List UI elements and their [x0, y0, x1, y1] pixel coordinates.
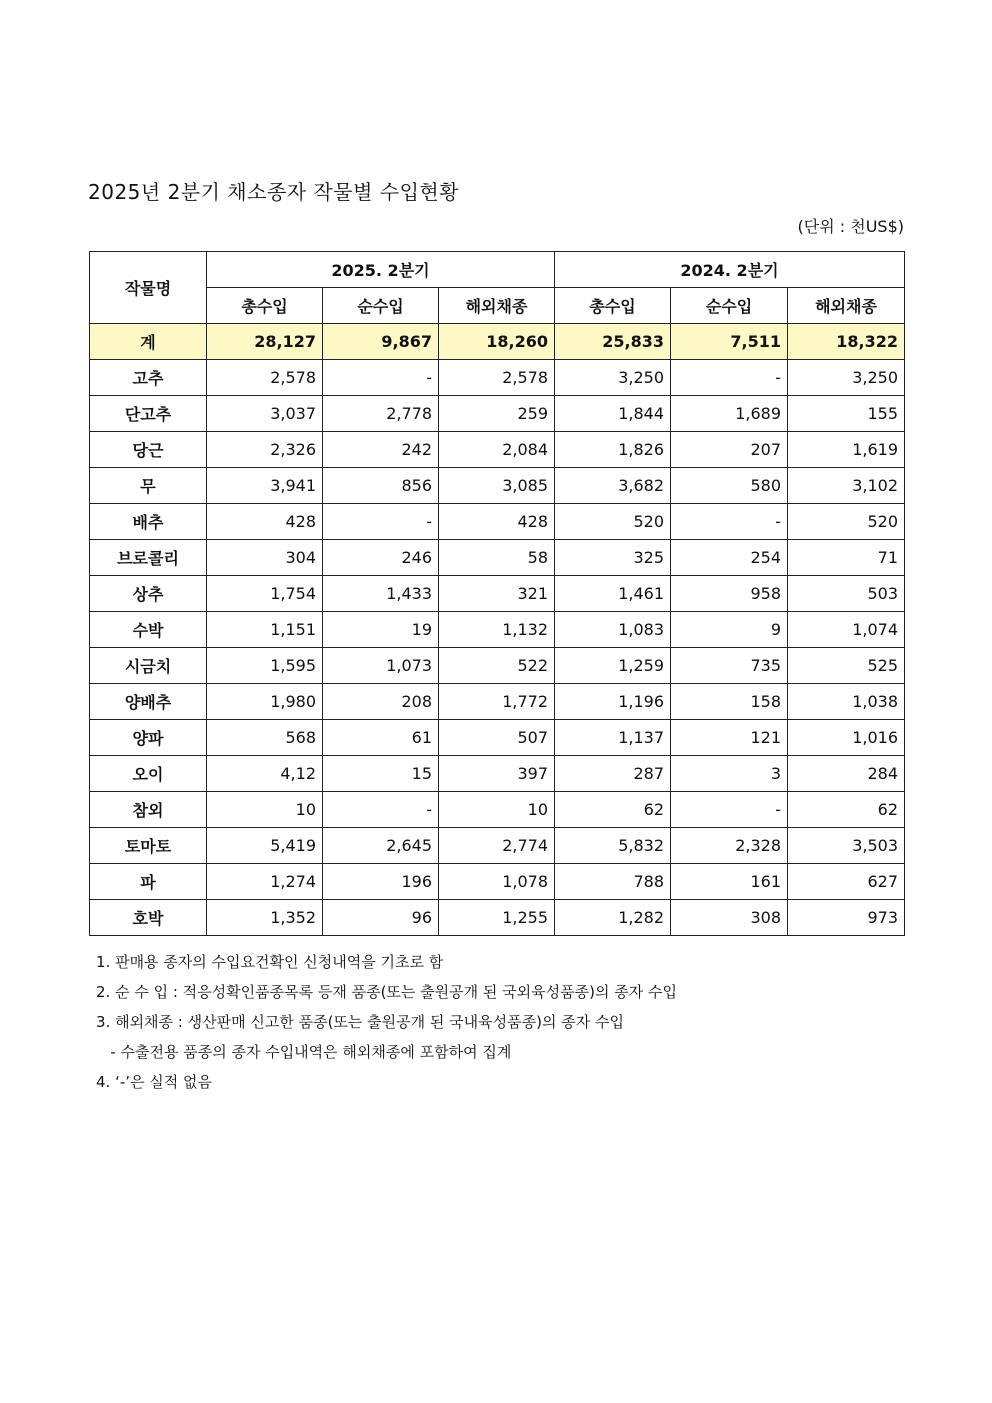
value-cell: 96	[323, 900, 439, 936]
value-cell: 2,778	[323, 396, 439, 432]
value-cell: 158	[671, 684, 788, 720]
crop-name-cell: 토마토	[90, 828, 207, 864]
footnote: 3. 해외채종 : 생산판매 신고한 품종(또는 출원공개 된 국내육성품종)의 종자 수입	[96, 1013, 624, 1031]
value-cell: 788	[555, 864, 671, 900]
crop-name-cell: 브로콜리	[90, 540, 207, 576]
table-row	[90, 396, 905, 432]
value-cell: 4,12	[207, 756, 323, 792]
value-cell: 321	[439, 576, 555, 612]
subheader-net: 순수입	[671, 288, 788, 324]
subheader-total: 총수입	[555, 288, 671, 324]
table-row	[90, 900, 905, 936]
crop-name-cell: 고추	[90, 360, 207, 396]
total-row	[90, 324, 905, 360]
value-cell: 1,595	[207, 648, 323, 684]
value-cell: 62	[788, 792, 905, 828]
crop-name-cell: 무	[90, 468, 207, 504]
table-row	[90, 756, 905, 792]
value-cell: 10	[439, 792, 555, 828]
value-cell: 196	[323, 864, 439, 900]
period-2025-header: 2025. 2분기	[207, 252, 555, 288]
value-cell: 7,511	[671, 324, 788, 360]
value-cell: 1,689	[671, 396, 788, 432]
value-cell: 284	[788, 756, 905, 792]
value-cell: 1,619	[788, 432, 905, 468]
value-cell: -	[671, 360, 788, 396]
value-cell: 259	[439, 396, 555, 432]
value-cell: 1,980	[207, 684, 323, 720]
value-cell: 958	[671, 576, 788, 612]
table-row	[90, 612, 905, 648]
value-cell: 1,083	[555, 612, 671, 648]
value-cell: 520	[788, 504, 905, 540]
crop-name-cell: 상추	[90, 576, 207, 612]
value-cell: 5,419	[207, 828, 323, 864]
value-cell: 325	[555, 540, 671, 576]
value-cell: 3,250	[555, 360, 671, 396]
crop-name-header: 작물명	[90, 252, 207, 324]
value-cell: 428	[439, 504, 555, 540]
value-cell: 1,282	[555, 900, 671, 936]
subheader-overseas: 해외채종	[439, 288, 555, 324]
value-cell: 1,259	[555, 648, 671, 684]
table-row	[90, 360, 905, 396]
crop-name-cell: 양배추	[90, 684, 207, 720]
subheader-overseas: 해외채종	[788, 288, 905, 324]
value-cell: -	[671, 792, 788, 828]
period-2024-header: 2024. 2분기	[555, 252, 905, 288]
value-cell: 287	[555, 756, 671, 792]
value-cell: 1,074	[788, 612, 905, 648]
value-cell: 71	[788, 540, 905, 576]
table-row	[90, 504, 905, 540]
crop-name-cell: 참외	[90, 792, 207, 828]
table-row	[90, 720, 905, 756]
footnotes	[96, 947, 677, 1097]
value-cell: 18,322	[788, 324, 905, 360]
value-cell: 735	[671, 648, 788, 684]
value-cell: 1,754	[207, 576, 323, 612]
value-cell: 568	[207, 720, 323, 756]
table-row	[90, 432, 905, 468]
crop-name-cell: 당근	[90, 432, 207, 468]
value-cell: 507	[439, 720, 555, 756]
value-cell: 1,772	[439, 684, 555, 720]
value-cell: 3,503	[788, 828, 905, 864]
table-row	[90, 468, 905, 504]
crop-name-cell: 배추	[90, 504, 207, 540]
table-row	[90, 792, 905, 828]
value-cell: 1,137	[555, 720, 671, 756]
crop-name-cell: 수박	[90, 612, 207, 648]
value-cell: 1,352	[207, 900, 323, 936]
value-cell: 19	[323, 612, 439, 648]
value-cell: 246	[323, 540, 439, 576]
value-cell: 397	[439, 756, 555, 792]
value-cell: 2,578	[207, 360, 323, 396]
value-cell: 304	[207, 540, 323, 576]
table-row	[90, 540, 905, 576]
value-cell: 1,461	[555, 576, 671, 612]
crop-name-cell: 계	[90, 324, 207, 360]
table-row	[90, 828, 905, 864]
value-cell: 973	[788, 900, 905, 936]
value-cell: -	[323, 792, 439, 828]
value-cell: 58	[439, 540, 555, 576]
unit-label: (단위 : 천US$)	[797, 217, 904, 236]
value-cell: 28,127	[207, 324, 323, 360]
value-cell: 208	[323, 684, 439, 720]
footnote: - 수출전용 품종의 종자 수입내역은 해외채종에 포함하여 집계	[96, 1043, 512, 1061]
crop-name-cell: 단고추	[90, 396, 207, 432]
value-cell: 18,260	[439, 324, 555, 360]
value-cell: 9,867	[323, 324, 439, 360]
value-cell: -	[323, 504, 439, 540]
value-cell: 15	[323, 756, 439, 792]
crop-name-cell: 양파	[90, 720, 207, 756]
table-row	[90, 648, 905, 684]
value-cell: 254	[671, 540, 788, 576]
value-cell: 161	[671, 864, 788, 900]
value-cell: 121	[671, 720, 788, 756]
value-cell: 242	[323, 432, 439, 468]
value-cell: 1,073	[323, 648, 439, 684]
value-cell: 856	[323, 468, 439, 504]
value-cell: 3	[671, 756, 788, 792]
value-cell: 1,078	[439, 864, 555, 900]
value-cell: 2,084	[439, 432, 555, 468]
value-cell: -	[323, 360, 439, 396]
value-cell: 155	[788, 396, 905, 432]
value-cell: 61	[323, 720, 439, 756]
value-cell: 2,578	[439, 360, 555, 396]
value-cell: 10	[207, 792, 323, 828]
value-cell: 207	[671, 432, 788, 468]
value-cell: 2,774	[439, 828, 555, 864]
value-cell: 5,832	[555, 828, 671, 864]
value-cell: 2,328	[671, 828, 788, 864]
table-row	[90, 864, 905, 900]
value-cell: 1,844	[555, 396, 671, 432]
value-cell: 1,433	[323, 576, 439, 612]
table-row	[90, 684, 905, 720]
value-cell: 1,132	[439, 612, 555, 648]
import-table	[89, 251, 905, 936]
value-cell: 1,826	[555, 432, 671, 468]
value-cell: 1,016	[788, 720, 905, 756]
footnote: 2. 순 수 입 : 적응성확인품종목록 등재 품종(또는 출원공개 된 국외육성품종)의 종자 수입	[96, 983, 677, 1001]
page-title: 2025년 2분기 채소종자 작물별 수입현황	[88, 180, 460, 204]
value-cell: 1,255	[439, 900, 555, 936]
footnote: 4. ‘-’은 실적 없음	[96, 1073, 213, 1091]
value-cell: 627	[788, 864, 905, 900]
value-cell: 3,037	[207, 396, 323, 432]
value-cell: 3,941	[207, 468, 323, 504]
crop-name-cell: 파	[90, 864, 207, 900]
value-cell: 1,274	[207, 864, 323, 900]
value-cell: 1,151	[207, 612, 323, 648]
value-cell: 3,085	[439, 468, 555, 504]
value-cell: 428	[207, 504, 323, 540]
value-cell: -	[671, 504, 788, 540]
value-cell: 580	[671, 468, 788, 504]
value-cell: 62	[555, 792, 671, 828]
value-cell: 2,645	[323, 828, 439, 864]
crop-name-cell: 오이	[90, 756, 207, 792]
value-cell: 1,196	[555, 684, 671, 720]
value-cell: 3,250	[788, 360, 905, 396]
value-cell: 3,102	[788, 468, 905, 504]
subheader-net: 순수입	[323, 288, 439, 324]
value-cell: 25,833	[555, 324, 671, 360]
value-cell: 2,326	[207, 432, 323, 468]
value-cell: 525	[788, 648, 905, 684]
crop-name-cell: 시금치	[90, 648, 207, 684]
value-cell: 9	[671, 612, 788, 648]
value-cell: 1,038	[788, 684, 905, 720]
crop-name-cell: 호박	[90, 900, 207, 936]
table-row	[90, 576, 905, 612]
value-cell: 520	[555, 504, 671, 540]
value-cell: 308	[671, 900, 788, 936]
value-cell: 522	[439, 648, 555, 684]
footnote: 1. 판매용 종자의 수입요건확인 신청내역을 기초로 함	[96, 953, 444, 971]
value-cell: 503	[788, 576, 905, 612]
subheader-total: 총수입	[207, 288, 323, 324]
value-cell: 3,682	[555, 468, 671, 504]
